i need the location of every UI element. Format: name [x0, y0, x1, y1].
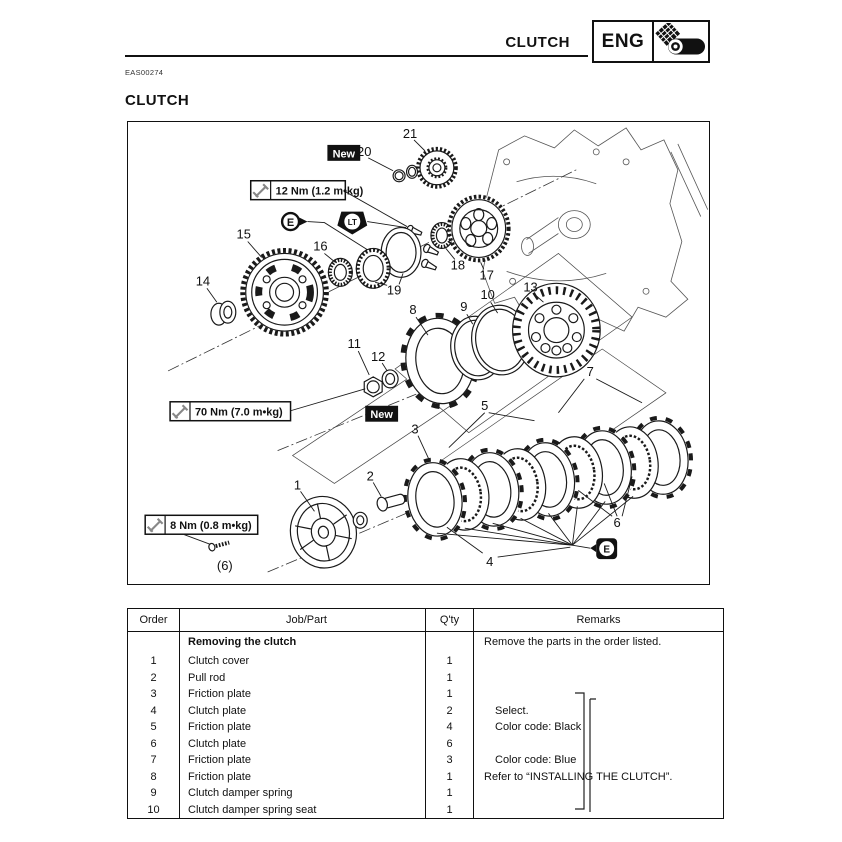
part-14-spacer [211, 301, 236, 325]
callout-15: 15 [236, 226, 251, 242]
svg-text:E: E [603, 544, 611, 556]
callout-10: 10 [480, 287, 495, 303]
page-header-title: CLUTCH [505, 34, 570, 51]
callout-18: 18 [450, 257, 466, 273]
svg-text:LT: LT [347, 218, 357, 228]
table-row: 2 Pull rod 1 [128, 670, 724, 687]
callout-21: 21 [402, 125, 418, 141]
engine-icon [654, 22, 708, 61]
chapter-code: ENG [601, 30, 645, 52]
callout-13: 13 [523, 279, 538, 295]
section-title: CLUTCH [125, 92, 190, 109]
table-row: 7 Friction plate 3 Color code: Blue [128, 752, 724, 769]
callout-17: 17 [479, 267, 494, 283]
col-header-job: Job/Part [180, 609, 426, 632]
table-row: 9 Clutch damper spring 1 [128, 785, 724, 802]
callout-7: 7 [586, 363, 594, 379]
exploded-view-figure [127, 121, 710, 585]
cover-screw [208, 539, 230, 552]
svg-text:New: New [370, 409, 393, 422]
table-row: 5 Friction plate 4 Color code: Black [128, 719, 724, 736]
new-mark-mid [365, 406, 398, 422]
callout-9: 9 [460, 299, 468, 315]
table-row: 6 Clutch plate 6 [128, 736, 724, 753]
header-rule [125, 55, 588, 57]
svg-text:70 Nm (7.0 m•kg): 70 Nm (7.0 m•kg) [194, 406, 283, 419]
table-row: 1 Clutch cover 1 [128, 653, 724, 670]
table-row: 8 Friction plate 1 Refer to “INSTALLING THE CLUTCH”. [128, 769, 724, 786]
chapter-tab [592, 20, 710, 63]
part-20-washers [393, 165, 417, 181]
callout-16: 16 [313, 238, 328, 254]
part-1-clutch-cover [284, 490, 363, 574]
svg-text:12 Nm (1.2 m•kg): 12 Nm (1.2 m•kg) [275, 185, 364, 198]
table-row: Removing the clutch Remove the parts in the order listed. [128, 632, 724, 654]
part-13-clutch-boss [513, 283, 601, 377]
table-header-row [128, 609, 724, 632]
callout-5: 5 [481, 397, 489, 413]
svg-text:8 Nm (0.8 m•kg): 8 Nm (0.8 m•kg) [170, 520, 252, 533]
job-title: Removing the clutch [180, 632, 426, 654]
crankcase-sketch [480, 128, 708, 333]
callout-11: 11 [347, 336, 361, 352]
clutch-plate-stack [400, 414, 696, 543]
part-21-gear [418, 149, 456, 187]
engine-oil-mark-bottom [590, 538, 617, 559]
callout-12: 12 [370, 348, 386, 364]
screw-count: (6) [216, 558, 233, 574]
svg-text:New: New [332, 148, 356, 161]
callout-1: 1 [293, 477, 302, 493]
torque-label-70nm [170, 389, 365, 421]
bolt-small [420, 258, 437, 272]
part-16-bearing [328, 258, 352, 286]
table-row: 3 Friction plate 1 [128, 686, 724, 703]
col-header-remarks: Remarks [474, 609, 724, 632]
callout-19: 19 [386, 282, 402, 298]
table-row: 10 Clutch damper spring seat 1 [128, 802, 724, 819]
col-header-order: Order [128, 609, 180, 632]
part-19-plates [356, 228, 421, 289]
part-12-lock-washer [382, 370, 398, 388]
torque-label-12nm [251, 181, 407, 230]
callout-14: 14 [195, 273, 211, 289]
callout-8: 8 [409, 302, 417, 318]
parts-table [127, 608, 724, 819]
part-11-nut [364, 377, 382, 397]
part-2-pull-rod [353, 491, 406, 528]
part-15-clutch-housing [243, 250, 327, 334]
svg-text:E: E [286, 217, 295, 230]
callout-3: 3 [411, 421, 419, 437]
col-header-qty: Q'ty [426, 609, 474, 632]
clutch-exploded-diagram [128, 122, 709, 584]
callout-20: 20 [357, 143, 372, 159]
table-row: 4 Clutch plate 2 Select. [128, 703, 724, 720]
callout-6: 6 [613, 515, 621, 531]
document-code: EAS00274 [125, 68, 164, 77]
part-17-primary-driven-gear [449, 197, 509, 261]
callout-2: 2 [366, 468, 374, 484]
torque-label-8nm [145, 515, 258, 544]
callout-4: 4 [486, 554, 494, 570]
remarks-group-bracket [571, 633, 601, 815]
new-mark-top [327, 145, 360, 161]
